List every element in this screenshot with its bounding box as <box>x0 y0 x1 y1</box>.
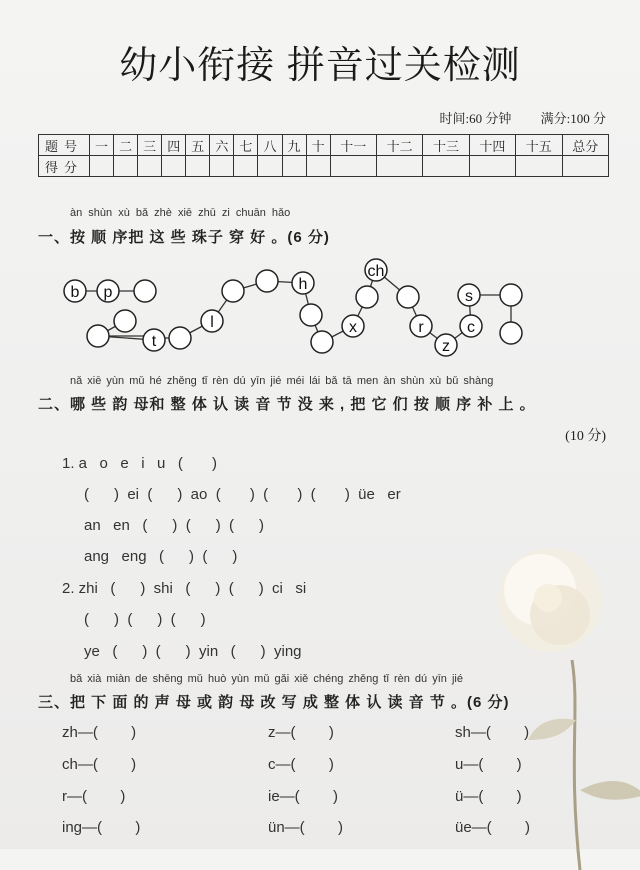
table-cell: 题号 <box>39 135 90 156</box>
table-cell: 二 <box>114 135 138 156</box>
score-cell[interactable] <box>138 156 162 177</box>
table-cell: 十四 <box>469 135 515 156</box>
table-cell: 五 <box>186 135 210 156</box>
bead <box>87 325 109 347</box>
exam-meta <box>414 108 607 127</box>
bead-label: r <box>418 319 424 336</box>
bead <box>500 284 522 306</box>
q3-item: üe—( ) <box>455 819 531 836</box>
q3-item: ün—( ) <box>268 819 344 836</box>
table-cell: 七 <box>234 135 258 156</box>
time-label: 时间:60 分钟 <box>439 111 512 126</box>
q2-line: ( ) ( ) ( ) <box>84 611 206 628</box>
table-cell: 得分 <box>39 156 90 177</box>
bead <box>500 322 522 344</box>
table-cell: 十一 <box>330 135 376 156</box>
q2-line: 1. a o e i u ( ) <box>62 455 218 472</box>
table-cell: 十二 <box>377 135 423 156</box>
table-cell: 总分 <box>562 135 609 156</box>
score-cell[interactable] <box>469 156 515 177</box>
q3-item: z—( ) <box>268 724 334 741</box>
score-cell[interactable] <box>114 156 138 177</box>
bead <box>356 286 378 308</box>
q3-item: ie—( ) <box>268 788 339 805</box>
score-cell[interactable] <box>562 156 609 177</box>
q3-item: r—( ) <box>62 788 126 805</box>
table-cell: 九 <box>282 135 306 156</box>
table-cell: 四 <box>162 135 186 156</box>
bead <box>256 270 278 292</box>
bead <box>300 304 322 326</box>
bead-label: ch <box>367 263 385 280</box>
bead <box>114 310 136 332</box>
table-cell: 十 <box>306 135 330 156</box>
q3-item: u—( ) <box>455 756 522 773</box>
score-cell[interactable] <box>282 156 306 177</box>
q2-line: an en ( ) ( ) ( ) <box>84 517 265 534</box>
table-cell: 十三 <box>423 135 469 156</box>
score-cell[interactable] <box>258 156 282 177</box>
q3-item: c—( ) <box>268 756 334 773</box>
score-cell[interactable] <box>234 156 258 177</box>
table-cell: 六 <box>210 135 234 156</box>
table-cell: 八 <box>258 135 282 156</box>
score-cell[interactable] <box>516 156 562 177</box>
bead <box>134 280 156 302</box>
q3-item: ü—( ) <box>455 788 522 805</box>
bead <box>169 327 191 349</box>
q3-item: ch—( ) <box>62 756 137 773</box>
table-cell: 三 <box>138 135 162 156</box>
bead-label: l <box>210 314 214 331</box>
score-cell[interactable] <box>330 156 376 177</box>
q3-item: ing—( ) <box>62 819 141 836</box>
bead <box>222 280 244 302</box>
q3-title: 三、把 下 面 的 声 母 或 韵 母 改 写 成 整 体 认 读 音 节 。(6 分) <box>38 694 510 711</box>
score-table <box>38 134 609 177</box>
q3-pinyin: bǎ xià miàn de shēng mǔ huò yùn mǔ gǎi xiě chéng zhěng tǐ rèn dú yīn jié <box>70 673 463 685</box>
q2-line: ye ( ) ( ) yin ( ) ying <box>84 643 302 660</box>
score-table-score-row <box>39 156 609 177</box>
score-cell[interactable] <box>306 156 330 177</box>
full-score-label: 满分:100 分 <box>540 111 606 126</box>
q1-title: 一、按 顺 序把 这 些 珠子 穿 好 。(6 分) <box>38 229 330 246</box>
bead <box>311 331 333 353</box>
q2-score: (10 分) <box>565 429 606 444</box>
q3-item: zh—( ) <box>62 724 137 741</box>
score-cell[interactable] <box>162 156 186 177</box>
table-cell: 十五 <box>516 135 562 156</box>
page-title: 幼小衔接 拼音过关检测 <box>119 45 521 87</box>
beads-diagram <box>55 255 535 360</box>
bead-label: x <box>349 319 357 336</box>
q1-pinyin: àn shùn xù bǎ zhè xiē zhū zi chuān hǎo <box>70 207 291 219</box>
q2-line: ang eng ( ) ( ) <box>84 548 238 565</box>
bead-label: p <box>103 284 113 301</box>
bead-label: s <box>465 288 473 305</box>
q2-title: 二、哪 些 韵 母和 整 体 认 读 音 节 没 来 , 把 它 们 按 顺 序 补 上 。 <box>38 396 536 413</box>
bead-label: z <box>442 338 450 355</box>
bead <box>397 286 419 308</box>
table-cell: 一 <box>90 135 114 156</box>
score-cell[interactable] <box>186 156 210 177</box>
score-cell[interactable] <box>210 156 234 177</box>
bead-label: t <box>151 333 157 350</box>
score-table-header-row <box>39 135 609 156</box>
score-cell[interactable] <box>90 156 114 177</box>
q2-line: ( ) ei ( ) ao ( ) ( ) ( ) üe er <box>84 486 401 503</box>
q2-line: 2. zhi ( ) shi ( ) ( ) ci si <box>62 580 307 597</box>
bead-label: b <box>70 284 80 301</box>
score-cell[interactable] <box>377 156 423 177</box>
q3-item: sh—( ) <box>455 724 530 741</box>
score-cell[interactable] <box>423 156 469 177</box>
q2-pinyin: nǎ xiē yùn mǔ hé zhěng tǐ rèn dú yīn jié méi lái bǎ tā men àn shùn xù bǔ shàng <box>70 375 494 387</box>
bead-label: c <box>467 319 475 336</box>
bead-label: h <box>298 276 308 293</box>
